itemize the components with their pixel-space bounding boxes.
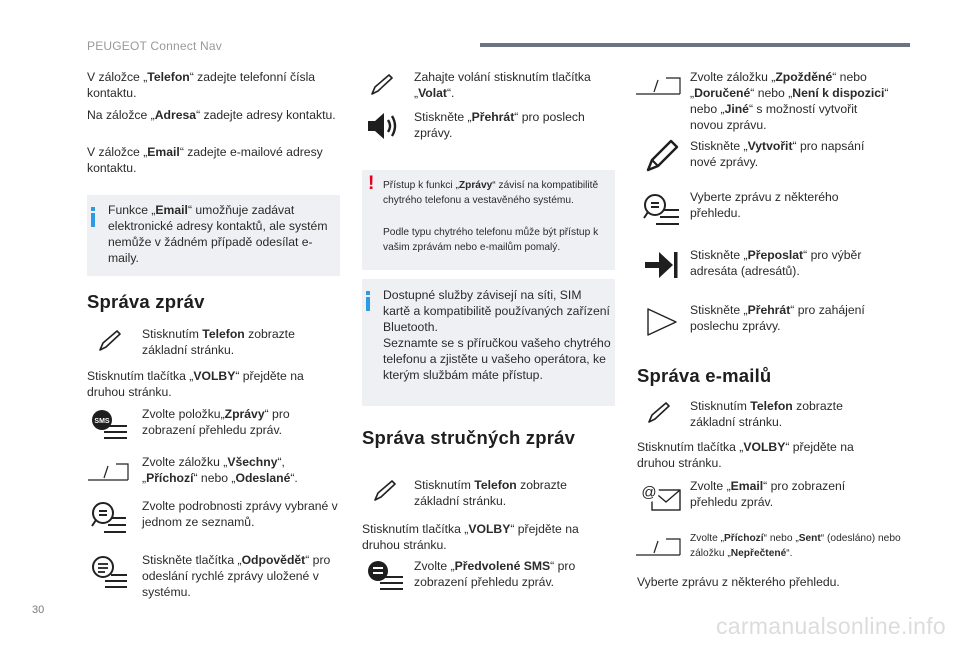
info-services-text-1: Dostupné služby závisejí na síti, SIM kartě a kompatibilitě používaných zařízení Bluetooth. [383, 288, 610, 334]
step-vytvorit: Stiskněte „Vytvořit“ pro napsání nové zprávy. [690, 139, 865, 169]
info-note-services [362, 279, 615, 406]
svg-text:@: @ [641, 484, 657, 501]
step-preposlat: Stiskněte „Přeposlat“ pro výběr adresáta (adresátů). [690, 248, 862, 278]
step-volby: Stisknutím tlačítka „VOLBY“ přejděte na druhou stránku. [87, 369, 304, 399]
step-telefon-home: Stisknutím Telefon zobrazte základní stránku. [142, 327, 295, 357]
paragraph-adresa: Na záložce „Adresa“ zadejte adresy kontaktu. [87, 108, 336, 122]
heading-sprava-zprav: Správa zpráv [87, 291, 205, 312]
info-icon [366, 291, 370, 311]
step-zalozka-zpozdene: Zvolte záložku „Zpožděné“ nebo „Doručené“ nebo „Není k dispozici“ nebo „Jiné“ s možností vytvořit novou zprávu. [690, 70, 889, 132]
step-volby-3: Stisknutím tlačítka „VOLBY“ přejděte na druhou stránku. [637, 440, 854, 470]
heading-sprava-strucnych-zprav: Správa stručných zpráv [362, 427, 576, 448]
step-zalozky: Zvolte záložku „Všechny“, „Příchozí“ nebo „Odeslané“. [142, 455, 298, 485]
step-vyberte-zpravu-2: Vyberte zprávu z některého přehledu. [637, 575, 840, 589]
play-icon [645, 306, 679, 338]
header-rule [480, 43, 910, 47]
step-volat: Zahajte volání stisknutím tlačítka „Volat“. [414, 70, 591, 100]
heading-sprava-emailu: Správa e-mailů [637, 365, 772, 386]
watermark-footer: carmanualsonline.info [715, 613, 946, 639]
pencil-icon [646, 400, 672, 426]
tab-icon [634, 535, 682, 559]
paragraph-telefon: V záložce „Telefon“ zadejte telefonní čísla kontaktu. [87, 70, 316, 100]
preset-sms-icon [365, 560, 405, 594]
svg-text:SMS: SMS [94, 418, 110, 425]
info-note-email [87, 195, 340, 276]
compose-pencil-icon [644, 138, 680, 174]
step-vyberte-zpravu: Vyberte zprávu z některého přehledu. [690, 190, 839, 220]
warning-text-2: Podle typu chytrého telefonu může být přístup k vašim zprávám nebo e-mailům pomalý. [383, 227, 599, 253]
pencil-icon [369, 72, 395, 98]
warning-icon: ! [368, 173, 375, 194]
step-prehrat: Stiskněte „Přehrát“ pro poslech zprávy. [414, 110, 585, 140]
step-volby-2: Stisknutím tlačítka „VOLBY“ přejděte na druhou stránku. [362, 522, 579, 552]
pencil-icon [372, 478, 398, 504]
warning-text-1: Přístup k funkci „Zprávy“ závisí na kompatibilitě chytrého telefonu a vestavěného systému. [383, 180, 599, 206]
quick-reply-icon [89, 555, 129, 589]
tab-icon [86, 460, 130, 484]
tab-icon [634, 74, 682, 98]
step-prichozi-sent: Zvolte „Příchozí“ nebo „Sent“ (odesláno) nebo záložku „Nepřečtené“. [690, 533, 901, 559]
step-detail: Zvolte podrobnosti zprávy vybrané v jednom ze seznamů. [142, 499, 338, 529]
message-detail-icon [641, 192, 681, 230]
forward-icon [643, 248, 679, 282]
sms-list-icon [89, 409, 129, 443]
warning-note [362, 170, 615, 270]
running-header: PEUGEOT Connect Nav [87, 39, 222, 53]
speaker-icon [366, 110, 402, 142]
step-telefon-home-2: Stisknutím Telefon zobrazte základní stránku. [414, 478, 567, 508]
step-odpovedet: Stiskněte tlačítka „Odpovědět“ pro odeslání rychlé zprávy uložené v systému. [142, 553, 331, 599]
paragraph-email: V záložce „Email“ zadejte e-mailové adresy kontaktu. [87, 145, 323, 175]
email-envelope-icon [638, 480, 682, 514]
info-icon [91, 207, 95, 227]
message-detail-icon [90, 500, 128, 538]
step-prehrat-2: Stiskněte „Přehrát“ pro zahájení poslechu zprávy. [690, 303, 865, 333]
step-email: Zvolte „Email“ pro zobrazení přehledu zpráv. [690, 479, 846, 509]
step-zpravy: Zvolte položku„Zprávy“ pro zobrazení přehledu zpráv. [142, 407, 290, 437]
info-services-text-2: Seznamte se s příručkou vašeho chytrého telefonu a zjistěte u vašeho operátora, ke kterým službám máte přístup. [383, 336, 611, 382]
info-note-text: Funkce „Email“ umožňuje zadávat elektronické adresy kontaktů, ale systém nemůže v žádném případě odesílat e-maily. [108, 203, 328, 265]
pencil-icon [97, 328, 123, 354]
step-telefon-home-3: Stisknutím Telefon zobrazte základní stránku. [690, 399, 843, 429]
step-predvolene-sms: Zvolte „Předvolené SMS“ pro zobrazení přehledu zpráv. [414, 559, 576, 589]
page-number: 30 [32, 604, 45, 616]
